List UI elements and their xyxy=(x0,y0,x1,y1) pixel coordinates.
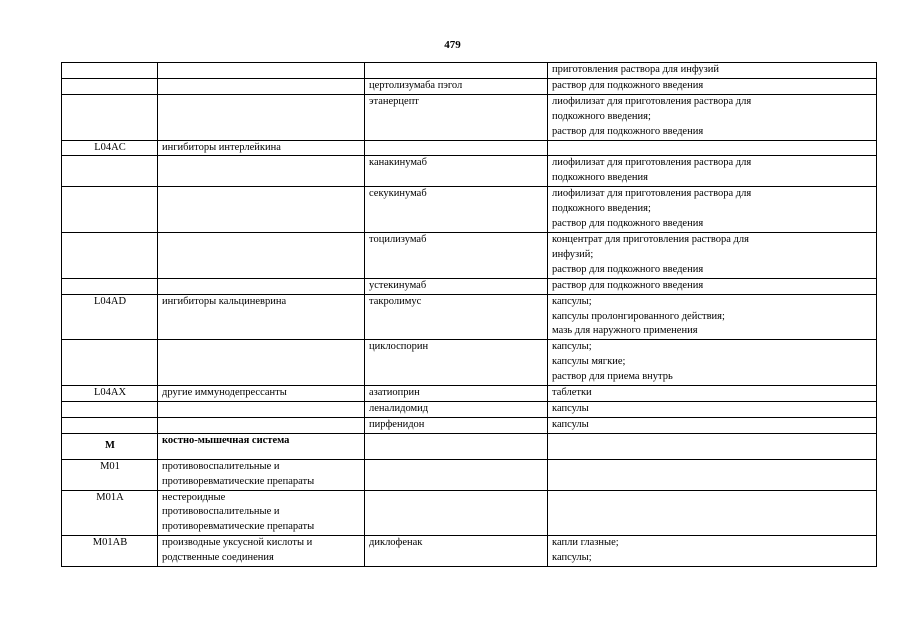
dosage-form-line: раствор для подкожного введения xyxy=(552,79,704,91)
dosage-form-line: подкожного введения; xyxy=(552,203,651,215)
table-row xyxy=(62,433,877,459)
dosage-forms-cell xyxy=(548,459,877,490)
atc-code-cell: M01A xyxy=(62,490,158,536)
anatomical-group-cell xyxy=(158,232,365,278)
dosage-forms-cell xyxy=(548,401,877,417)
atc-code-cell xyxy=(62,401,158,417)
drug-name-cell xyxy=(365,490,548,536)
group-line: ингибиторы кальциневрина xyxy=(162,295,287,307)
group-line: противовоспалительные и xyxy=(162,460,280,472)
dosage-form-line: капсулы; xyxy=(552,341,592,353)
dosage-forms-cell xyxy=(548,340,877,386)
drug-name-cell xyxy=(365,459,548,490)
dosage-form-line: мазь для наружного применения xyxy=(552,325,698,337)
atc-code-cell xyxy=(62,417,158,433)
group-line: противовоспалительные и xyxy=(162,506,280,518)
table-row xyxy=(62,278,877,294)
dosage-form-line: лиофилизат для приготовления раствора для xyxy=(552,157,752,169)
table-row xyxy=(62,78,877,94)
atc-code-cell xyxy=(62,187,158,233)
dosage-forms-cell xyxy=(548,536,877,567)
dosage-form-line: лиофилизат для приготовления раствора для xyxy=(552,95,752,107)
table-row xyxy=(62,232,877,278)
anatomical-group-cell xyxy=(158,536,365,567)
dosage-form-line: капли глазные; xyxy=(552,537,619,549)
dosage-form-line: капсулы xyxy=(552,418,589,430)
group-line: производные уксусной кислоты и xyxy=(162,537,313,549)
atc-code-cell xyxy=(62,78,158,94)
dosage-form-line: таблетки xyxy=(552,387,592,399)
atc-code-cell: M01 xyxy=(62,459,158,490)
dosage-form-line: приготовления раствора для инфузий xyxy=(552,64,720,75)
anatomical-group-cell xyxy=(158,278,365,294)
table-row xyxy=(62,156,877,187)
dosage-forms-cell xyxy=(548,232,877,278)
anatomical-group-cell xyxy=(158,459,365,490)
drug-name-cell: диклофенак xyxy=(365,536,548,567)
atc-code-cell xyxy=(62,232,158,278)
dosage-form-line: инфузий; xyxy=(552,248,594,260)
dosage-form-line: лиофилизат для приготовления раствора для xyxy=(552,188,752,200)
anatomical-group-cell xyxy=(158,340,365,386)
dosage-form-line: раствор для подкожного введения xyxy=(552,125,704,137)
anatomical-group-cell xyxy=(158,433,365,459)
atc-code-cell xyxy=(62,340,158,386)
drug-name-cell: азатиоприн xyxy=(365,386,548,402)
atc-code-cell xyxy=(62,63,158,79)
group-line: другие иммунодепрессанты xyxy=(162,387,287,399)
dosage-form-line: капсулы; xyxy=(552,552,592,564)
table-row xyxy=(62,63,877,79)
anatomical-group-cell xyxy=(158,490,365,536)
group-line: ингибиторы интерлейкина xyxy=(162,141,281,153)
drug-name-cell xyxy=(365,140,548,156)
dosage-form-line: раствор для подкожного введения xyxy=(552,279,704,291)
dosage-forms-cell xyxy=(548,156,877,187)
dosage-forms-cell xyxy=(548,294,877,340)
atc-code-cell: M xyxy=(62,433,158,459)
table-row xyxy=(62,187,877,233)
dosage-form-line: раствор для приема внутрь xyxy=(552,371,673,383)
anatomical-group-cell xyxy=(158,294,365,340)
drug-name-cell xyxy=(365,63,548,79)
drug-name-cell: циклоспорин xyxy=(365,340,548,386)
drug-name-cell: этанерцепт xyxy=(365,94,548,140)
dosage-form-line: раствор для подкожного введения xyxy=(552,218,704,230)
drug-name-cell: цертолизумаба пэгол xyxy=(365,78,548,94)
dosage-forms-cell xyxy=(548,433,877,459)
anatomical-group-cell xyxy=(158,78,365,94)
group-line: противоревматические препараты xyxy=(162,475,315,487)
table-row xyxy=(62,401,877,417)
anatomical-group-cell xyxy=(158,401,365,417)
atc-code-cell xyxy=(62,94,158,140)
atc-code-cell xyxy=(62,156,158,187)
table-row xyxy=(62,459,877,490)
atc-code-cell: L04AX xyxy=(62,386,158,402)
dosage-forms-cell xyxy=(548,78,877,94)
drug-name-cell: канакинумаб xyxy=(365,156,548,187)
anatomical-group-cell xyxy=(158,386,365,402)
group-line: противоревматические препараты xyxy=(162,521,315,533)
drug-name-cell: тоцилизумаб xyxy=(365,232,548,278)
group-line: костно-мышечная система xyxy=(162,434,290,446)
table-row xyxy=(62,490,877,536)
group-line: родственные соединения xyxy=(162,552,274,564)
dosage-form-line: капсулы xyxy=(552,402,589,414)
anatomical-group-cell xyxy=(158,94,365,140)
table-row xyxy=(62,140,877,156)
table-row xyxy=(62,417,877,433)
dosage-forms-cell xyxy=(548,490,877,536)
dosage-forms-cell xyxy=(548,187,877,233)
dosage-forms-cell xyxy=(548,386,877,402)
dosage-form-line: капсулы; xyxy=(552,295,592,307)
atc-code-cell: M01AB xyxy=(62,536,158,567)
drug-name-cell: устекинумаб xyxy=(365,278,548,294)
dosage-form-line: капсулы пролонгированного действия; xyxy=(552,310,725,322)
dosage-forms-cell xyxy=(548,278,877,294)
anatomical-group-cell xyxy=(158,156,365,187)
drug-table-body xyxy=(62,63,877,567)
table-row xyxy=(62,94,877,140)
drug-table xyxy=(61,62,877,567)
atc-code-cell: L04AC xyxy=(62,140,158,156)
table-row xyxy=(62,536,877,567)
dosage-form-line: подкожного введения; xyxy=(552,110,651,122)
dosage-forms-cell xyxy=(548,140,877,156)
table-row xyxy=(62,294,877,340)
anatomical-group-cell xyxy=(158,187,365,233)
dosage-forms-cell xyxy=(548,417,877,433)
table-row xyxy=(62,340,877,386)
anatomical-group-cell xyxy=(158,63,365,79)
anatomical-group-cell xyxy=(158,417,365,433)
group-line: нестероидные xyxy=(162,491,226,503)
dosage-forms-cell xyxy=(548,63,877,79)
drug-name-cell: секукинумаб xyxy=(365,187,548,233)
page-number: 479 xyxy=(444,39,461,51)
dosage-form-line: раствор для подкожного введения xyxy=(552,263,704,275)
drug-name-cell: леналидомид xyxy=(365,401,548,417)
table-row xyxy=(62,386,877,402)
dosage-form-line: концентрат для приготовления раствора для xyxy=(552,233,749,245)
dosage-form-line: капсулы мягкие; xyxy=(552,356,626,368)
drug-name-cell xyxy=(365,433,548,459)
anatomical-group-cell xyxy=(158,140,365,156)
atc-code-cell xyxy=(62,278,158,294)
drug-name-cell: пирфенидон xyxy=(365,417,548,433)
dosage-form-line: подкожного введения xyxy=(552,172,648,184)
drug-name-cell: такролимус xyxy=(365,294,548,340)
atc-code-cell: L04AD xyxy=(62,294,158,340)
dosage-forms-cell xyxy=(548,94,877,140)
